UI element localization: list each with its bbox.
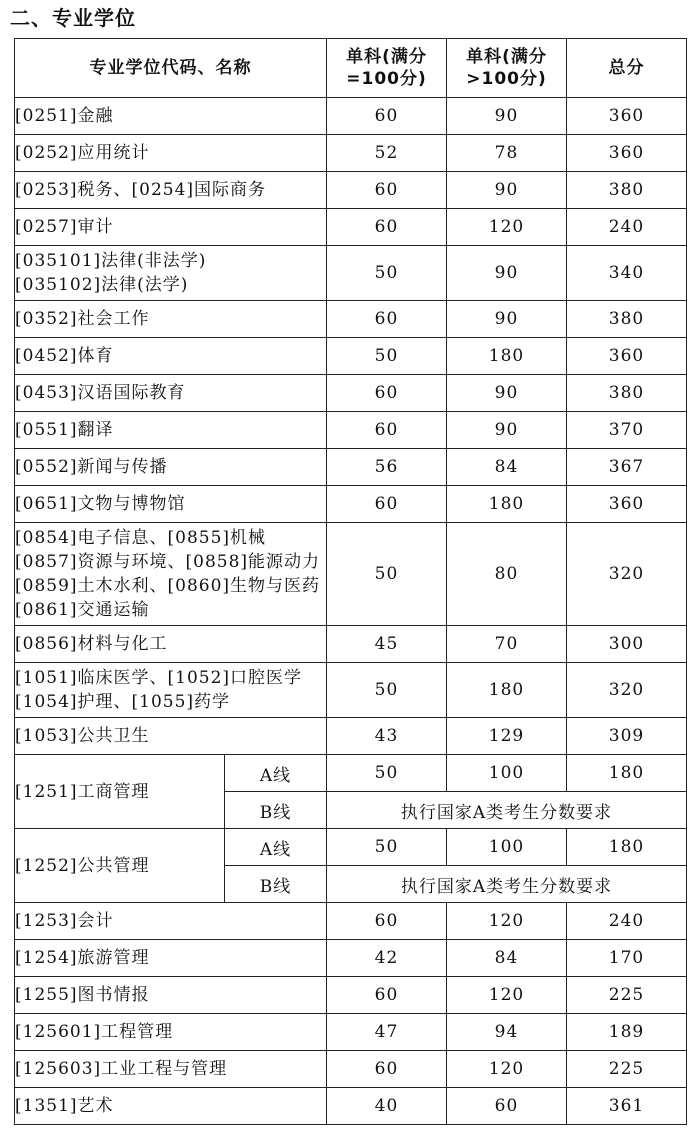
b-line-requirement: 执行国家A类考生分数要求 — [327, 866, 687, 903]
total-cell: 225 — [567, 1051, 687, 1088]
table-row — [15, 486, 687, 523]
single-gt100-cell: 120 — [447, 1051, 567, 1088]
single-gt100-cell: 84 — [447, 449, 567, 486]
degree-name-line: [0651]文物与博物馆 — [15, 494, 186, 514]
degree-name-cell — [15, 718, 327, 755]
header-total: 总分 — [567, 39, 687, 98]
table-row-a-line — [15, 755, 687, 792]
single-100-cell: 45 — [327, 626, 447, 663]
single-100-cell: 60 — [327, 98, 447, 135]
degree-name-line: [1253]会计 — [15, 911, 114, 931]
single-100-cell: 50 — [327, 755, 447, 792]
table-row — [15, 449, 687, 486]
single-gt100-cell: 90 — [447, 412, 567, 449]
single-100-cell: 50 — [327, 338, 447, 375]
total-cell: 320 — [567, 663, 687, 718]
degree-name-cell — [15, 486, 327, 523]
single-100-cell: 42 — [327, 940, 447, 977]
header-single-100 — [327, 39, 447, 98]
degree-name-cell — [15, 626, 327, 663]
table-row — [15, 338, 687, 375]
a-line-label: A线 — [225, 755, 327, 792]
single-100-cell: 47 — [327, 1014, 447, 1051]
degree-name-cell — [15, 98, 327, 135]
degree-name-line: [1351]艺术 — [15, 1096, 114, 1116]
b-line-label: B线 — [225, 792, 327, 829]
degree-name-cell — [15, 246, 327, 301]
degree-name-line: [1254]旅游管理 — [15, 948, 150, 968]
total-cell: 360 — [567, 338, 687, 375]
degree-name-cell — [15, 172, 327, 209]
section-heading: 二、专业学位 — [10, 6, 136, 30]
degree-name-line: [0251]金融 — [15, 106, 114, 126]
b-line-requirement: 执行国家A类考生分数要求 — [327, 792, 687, 829]
total-cell: 380 — [567, 301, 687, 338]
total-cell: 240 — [567, 209, 687, 246]
total-cell: 360 — [567, 98, 687, 135]
single-gt100-cell: 90 — [447, 246, 567, 301]
degree-name-cell — [15, 1051, 327, 1088]
single-100-cell: 60 — [327, 1051, 447, 1088]
single-gt100-cell: 90 — [447, 301, 567, 338]
degree-name-line: [035101]法律(非法学) — [15, 251, 207, 271]
single-gt100-cell: 84 — [447, 940, 567, 977]
single-gt100-cell: 120 — [447, 977, 567, 1014]
total-cell: 309 — [567, 718, 687, 755]
degree-name-cell — [15, 375, 327, 412]
total-cell: 360 — [567, 135, 687, 172]
degree-name-line: [0857]资源与环境、[0858]能源动力 — [15, 552, 321, 572]
total-cell: 180 — [567, 755, 687, 792]
single-100-cell: 60 — [327, 172, 447, 209]
table-body-split — [15, 755, 687, 903]
degree-name-line: [125601]工程管理 — [15, 1022, 174, 1042]
degree-name-cell — [15, 1014, 327, 1051]
single-gt100-cell: 180 — [447, 486, 567, 523]
degree-name-cell — [15, 209, 327, 246]
single-gt100-cell: 80 — [447, 523, 567, 626]
single-100-cell: 60 — [327, 301, 447, 338]
degree-name-line: [0856]材料与化工 — [15, 634, 168, 654]
degree-name-cell — [15, 663, 327, 718]
table-row — [15, 246, 687, 301]
degree-name-line: [0453]汉语国际教育 — [15, 383, 186, 403]
degree-name-line: [0861]交通运输 — [15, 600, 150, 620]
single-100-cell: 52 — [327, 135, 447, 172]
degree-name-cell — [15, 449, 327, 486]
single-100-cell: 50 — [327, 246, 447, 301]
degree-name-line: [0352]社会工作 — [15, 309, 150, 329]
single-100-cell: 60 — [327, 209, 447, 246]
a-line-label: A线 — [225, 829, 327, 866]
degree-name-cell: [1252]公共管理 — [15, 829, 225, 903]
total-cell: 300 — [567, 626, 687, 663]
total-cell: 240 — [567, 903, 687, 940]
table-row — [15, 626, 687, 663]
single-gt100-cell: 129 — [447, 718, 567, 755]
header-name: 专业学位代码、名称 — [15, 39, 327, 98]
header-single-100-line2: =100分) — [346, 69, 427, 89]
single-gt100-cell: 120 — [447, 209, 567, 246]
score-table — [14, 38, 687, 1125]
single-gt100-cell: 78 — [447, 135, 567, 172]
degree-name-line: [0551]翻译 — [15, 420, 114, 440]
total-cell: 360 — [567, 486, 687, 523]
single-100-cell: 60 — [327, 375, 447, 412]
degree-name-cell: [1251]工商管理 — [15, 755, 225, 829]
single-gt100-cell: 100 — [447, 829, 567, 866]
single-gt100-cell: 90 — [447, 375, 567, 412]
single-100-cell: 60 — [327, 977, 447, 1014]
single-100-cell: 60 — [327, 486, 447, 523]
table-body-main — [15, 98, 687, 755]
header-single-gt100-line2: >100分) — [466, 69, 547, 89]
header-single-100-line1: 单科(满分 — [346, 47, 427, 67]
table-row — [15, 412, 687, 449]
single-100-cell: 50 — [327, 829, 447, 866]
single-100-cell: 56 — [327, 449, 447, 486]
table-row — [15, 903, 687, 940]
table-row — [15, 301, 687, 338]
table-row — [15, 523, 687, 626]
table-row — [15, 718, 687, 755]
degree-name-cell — [15, 1088, 327, 1125]
single-gt100-cell: 90 — [447, 172, 567, 209]
degree-name-cell — [15, 338, 327, 375]
degree-name-line: [125603]工业工程与管理 — [15, 1059, 228, 1079]
single-gt100-cell: 120 — [447, 903, 567, 940]
degree-name-line: [1053]公共卫生 — [15, 726, 150, 746]
degree-name-line: [0859]土木水利、[0860]生物与医药 — [15, 576, 321, 596]
total-cell: 189 — [567, 1014, 687, 1051]
degree-name-line: [0854]电子信息、[0855]机械 — [15, 528, 267, 548]
header-row — [15, 39, 687, 98]
single-gt100-cell: 60 — [447, 1088, 567, 1125]
b-line-label: B线 — [225, 866, 327, 903]
table-row — [15, 209, 687, 246]
degree-name-line: [035102]法律(法学) — [15, 275, 189, 295]
header-single-gt100-line1: 单科(满分 — [466, 47, 547, 67]
degree-name-cell — [15, 940, 327, 977]
degree-name-cell — [15, 903, 327, 940]
single-gt100-cell: 180 — [447, 663, 567, 718]
header-single-gt100 — [447, 39, 567, 98]
degree-name-line: [0552]新闻与传播 — [15, 457, 168, 477]
total-cell: 380 — [567, 375, 687, 412]
table-row — [15, 1051, 687, 1088]
degree-name-cell — [15, 412, 327, 449]
single-gt100-cell: 90 — [447, 98, 567, 135]
total-cell: 380 — [567, 172, 687, 209]
degree-name-line: [0257]审计 — [15, 217, 114, 237]
total-cell: 320 — [567, 523, 687, 626]
single-gt100-cell: 94 — [447, 1014, 567, 1051]
single-gt100-cell: 180 — [447, 338, 567, 375]
total-cell: 180 — [567, 829, 687, 866]
degree-name-cell — [15, 977, 327, 1014]
table-row — [15, 977, 687, 1014]
total-cell: 225 — [567, 977, 687, 1014]
total-cell: 367 — [567, 449, 687, 486]
single-100-cell: 43 — [327, 718, 447, 755]
total-cell: 370 — [567, 412, 687, 449]
total-cell: 340 — [567, 246, 687, 301]
table-row — [15, 1014, 687, 1051]
table-body-tail — [15, 903, 687, 1125]
single-100-cell: 50 — [327, 523, 447, 626]
single-100-cell: 60 — [327, 903, 447, 940]
degree-name-cell — [15, 301, 327, 338]
degree-name-line: [1051]临床医学、[1052]口腔医学 — [15, 668, 303, 688]
single-100-cell: 60 — [327, 412, 447, 449]
single-gt100-cell: 100 — [447, 755, 567, 792]
table-row — [15, 663, 687, 718]
degree-name-line: [0253]税务、[0254]国际商务 — [15, 180, 267, 200]
total-cell: 170 — [567, 940, 687, 977]
single-100-cell: 40 — [327, 1088, 447, 1125]
total-cell: 361 — [567, 1088, 687, 1125]
single-100-cell: 50 — [327, 663, 447, 718]
degree-name-line: [1255]图书情报 — [15, 985, 150, 1005]
table-row — [15, 940, 687, 977]
degree-name-cell — [15, 135, 327, 172]
degree-name-cell — [15, 523, 327, 626]
table-row — [15, 375, 687, 412]
degree-name-line: [0252]应用统计 — [15, 143, 150, 163]
table-row — [15, 98, 687, 135]
table-row-a-line — [15, 829, 687, 866]
degree-name-line: [0452]体育 — [15, 346, 114, 366]
single-gt100-cell: 70 — [447, 626, 567, 663]
table-row — [15, 1088, 687, 1125]
table-row — [15, 172, 687, 209]
table-row — [15, 135, 687, 172]
degree-name-line: [1054]护理、[1055]药学 — [15, 692, 231, 712]
